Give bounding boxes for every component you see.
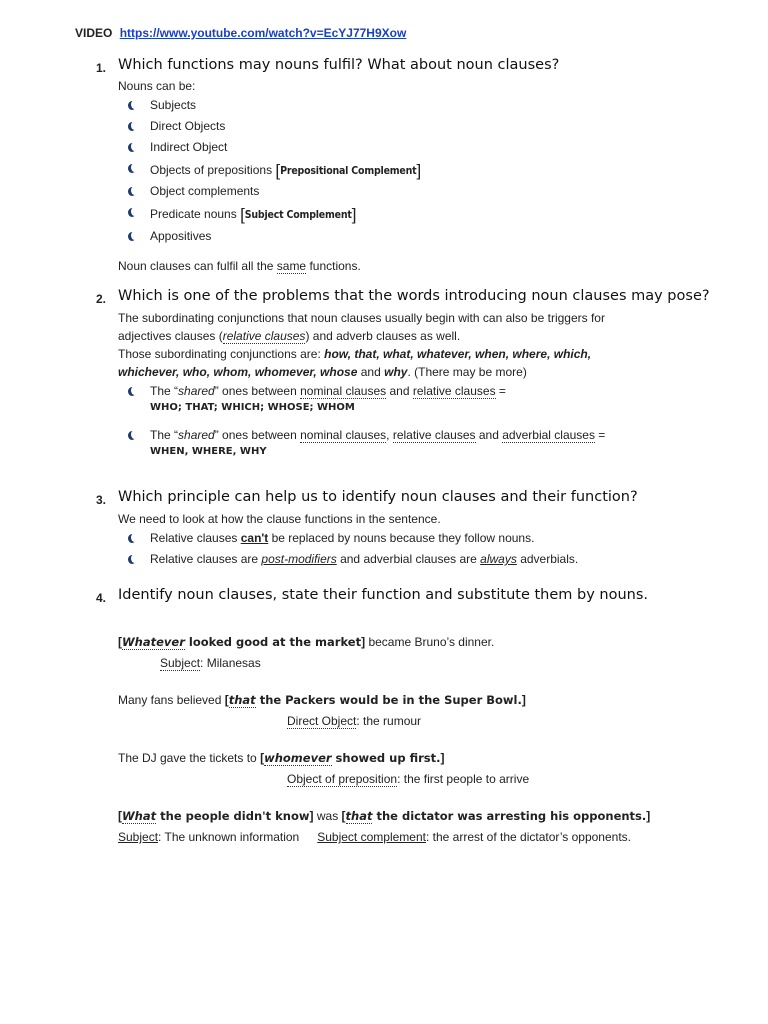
- question-number-3: 3.: [96, 493, 107, 507]
- moon-bullet-icon: [128, 555, 136, 564]
- example-2-sentence: Many fans believed [that the Packers would be in the Super Bowl.]: [118, 693, 526, 707]
- question-1: Which functions may nouns fulfil? What about noun clauses?: [118, 57, 560, 73]
- moon-bullet-icon: [128, 187, 136, 196]
- subject-complement-note: Subject Complement: [244, 209, 352, 221]
- moon-bullet-icon: [128, 431, 136, 440]
- question-number-1: 1.: [96, 61, 107, 75]
- list-item: Indirect Object: [128, 140, 421, 161]
- example-1-answer: Subject: Milanesas: [160, 656, 261, 670]
- moon-bullet-icon: [128, 122, 136, 131]
- list-item: Predicate nouns [Subject Complement]: [128, 205, 421, 229]
- video-link[interactable]: https://www.youtube.com/watch?v=EcYJ77H9Xow: [119, 26, 407, 40]
- example-1-sentence: [Whatever looked good at the market] became Bruno’s dinner.: [118, 635, 495, 649]
- question-2: Which is one of the problems that the words introducing noun clauses may pose?: [118, 288, 710, 304]
- video-label: VIDEO: [75, 26, 113, 40]
- moon-bullet-icon: [128, 232, 136, 241]
- q2-bullet-list: [128, 384, 605, 468]
- shared-words-adverbial: WHEN, WHERE, WHY: [150, 446, 267, 457]
- list-item: Objects of prepositions [Prepositional Complement]: [128, 161, 421, 184]
- moon-bullet-icon: [128, 387, 136, 396]
- question-4: Identify noun clauses, state their function and substitute them by nouns.: [118, 587, 649, 603]
- list-item: The “shared” ones between nominal clauses, relative clauses and adverbial clauses = WHEN, WHERE, WHY: [128, 428, 605, 468]
- moon-bullet-icon: [128, 143, 136, 152]
- q3-intro: We need to look at how the clause functions in the sentence.: [118, 512, 441, 526]
- moon-bullet-icon: [128, 534, 136, 543]
- q1-closing: Noun clauses can fulfil all the same functions.: [118, 259, 361, 273]
- example-4-answer: Subject: The unknown information Subject complement: the arrest of the dictator’s opponents.: [118, 830, 631, 844]
- prepositional-complement-note: Prepositional Complement: [280, 165, 417, 177]
- shared-words-relative: WHO; THAT; WHICH; WHOSE; WHOM: [150, 402, 355, 413]
- q1-bullet-list: [128, 98, 421, 250]
- q2-paragraph: The subordinating conjunctions that noun clauses usually begin with can also be triggers for adjectives clauses (relative clauses) and adverb clauses as well. Those subordinating conjunctions are: how, that, what, whatever, when, where, which, whichever, who, whom, whomever, whose and why. (There may be more): [118, 311, 605, 379]
- example-2-answer: Direct Object: the rumour: [287, 714, 422, 728]
- moon-bullet-icon: [128, 208, 136, 217]
- example-4-sentence: [What the people didn't know] was [that the dictator was arresting his opponents.]: [118, 809, 651, 823]
- q1-intro: Nouns can be:: [118, 79, 196, 93]
- list-item: Subjects: [128, 98, 421, 119]
- example-3-answer: Object of preposition: the first people to arrive: [287, 772, 530, 786]
- moon-bullet-icon: [128, 101, 136, 110]
- video-line: [75, 26, 406, 40]
- list-item: Relative clauses are post-modifiers and adverbial clauses are always adverbials.: [128, 552, 578, 573]
- example-3-sentence: The DJ gave the tickets to [whomever showed up first.]: [118, 751, 445, 765]
- question-number-2: 2.: [96, 292, 107, 306]
- list-item: Appositives: [128, 229, 421, 250]
- list-item: The “shared” ones between nominal clauses and relative clauses = WHO; THAT; WHICH; WHOSE; WHOM: [128, 384, 605, 428]
- question-3: Which principle can help us to identify noun clauses and their function?: [118, 489, 638, 505]
- q3-bullet-list: [128, 531, 578, 573]
- list-item: Direct Objects: [128, 119, 421, 140]
- list-item: Relative clauses can't be replaced by nouns because they follow nouns.: [128, 531, 578, 552]
- question-number-4: 4.: [96, 591, 107, 605]
- list-item: Object complements: [128, 184, 421, 205]
- moon-bullet-icon: [128, 164, 136, 173]
